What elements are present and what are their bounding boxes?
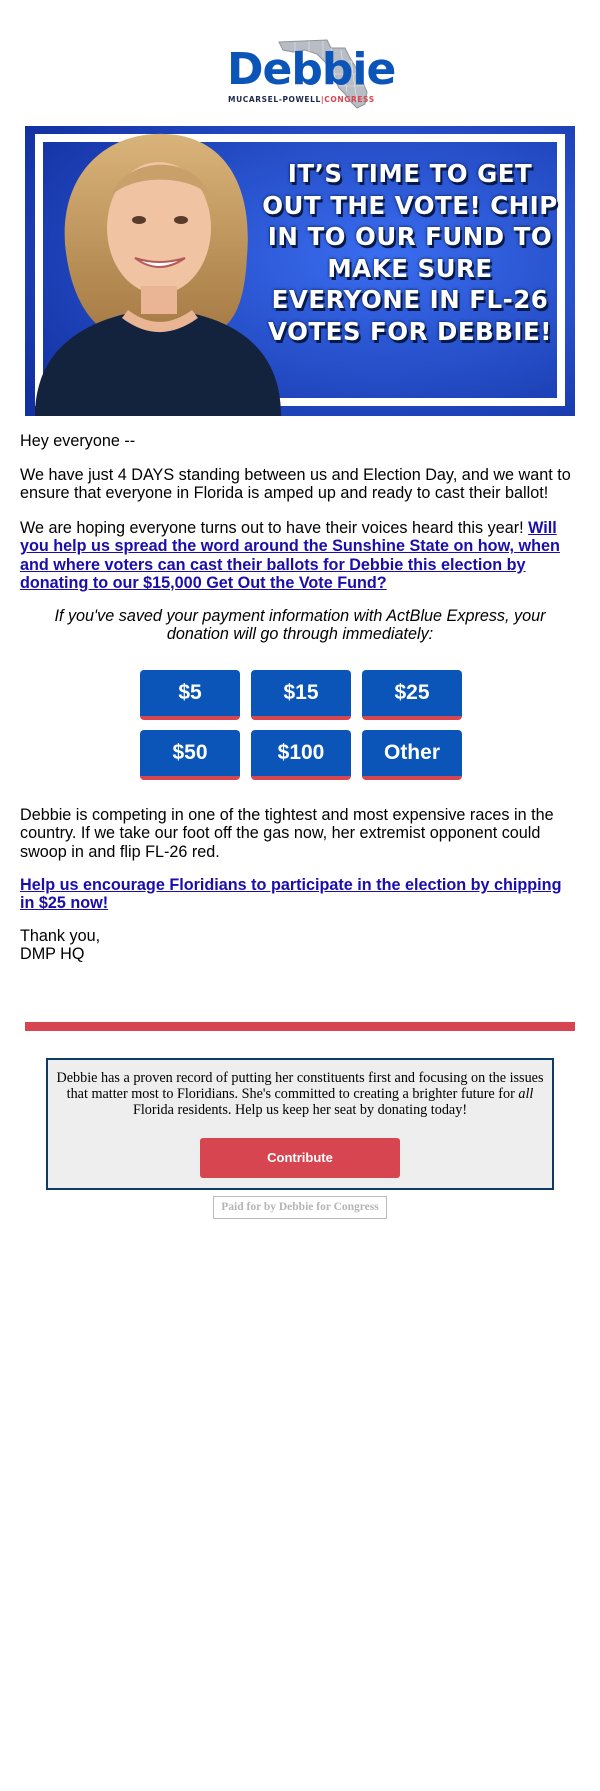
donate-other-button[interactable]: Other: [362, 730, 462, 780]
campaign-logo[interactable]: [225, 36, 396, 112]
contribute-button[interactable]: Contribute: [200, 1138, 400, 1178]
paragraph-voices-text: We are hoping everyone turns out to have their voices heard this year!: [20, 519, 529, 537]
hero-banner[interactable]: [25, 126, 575, 416]
paragraph-race: Debbie is competing in one of the tightest and most expensive races in the country. If we take our foot off the gas now, her extremist opponent could swoop in and flip FL-26 red.: [20, 806, 554, 861]
divider-bar: [25, 1022, 575, 1031]
donate-15-button[interactable]: $15: [251, 670, 351, 720]
greeting: Hey everyone --: [20, 432, 136, 450]
footer-text: Debbie has a proven record of putting her constituents first and focusing on the issues that matter most to Floridians. She's committed to creating a brighter future for all Florida residents. Help us keep her seat by donating today!: [56, 1070, 544, 1119]
actblue-express-note: If you've saved your payment information with ActBlue Express, your donation will go through immediately:: [54, 607, 546, 644]
paid-for-disclaimer: Paid for by Debbie for Congress: [213, 1196, 387, 1219]
paragraph-voices: [20, 519, 580, 593]
gotv-fund-link[interactable]: Will you help us spread the word around the Sunshine State on how, when and where voters can cast their ballots for Debbie this election by donating to our $15,000 Get Out the Vote Fund?: [20, 519, 560, 593]
donate-50-button[interactable]: $50: [140, 730, 240, 780]
donate-25-button[interactable]: $25: [362, 670, 462, 720]
donate-100-button[interactable]: $100: [251, 730, 351, 780]
logo-subtitle: MUCARSEL-POWELL|CONGRESS: [228, 95, 375, 104]
donate-5-button[interactable]: $5: [140, 670, 240, 720]
footer-box: [46, 1058, 554, 1190]
chip-in-paragraph: [20, 876, 580, 913]
signature: DMP HQ: [20, 945, 85, 963]
logo-name: Debbie: [227, 44, 396, 95]
signoff: Thank you,: [20, 927, 101, 945]
hero-headline: IT’S TIME TO GET OUT THE VOTE! CHIP IN TO OUR FUND TO MAKE SURE EVERYONE IN FL-26 VOTES FOR DEBBIE!: [262, 159, 558, 346]
chip-in-25-link[interactable]: Help us encourage Floridians to participate in the election by chipping in $25 now!: [20, 876, 562, 913]
paragraph-days-left: We have just 4 DAYS standing between us and Election Day, and we want to ensure that everyone in Florida is amped up and ready to cast their ballot!: [20, 466, 571, 503]
